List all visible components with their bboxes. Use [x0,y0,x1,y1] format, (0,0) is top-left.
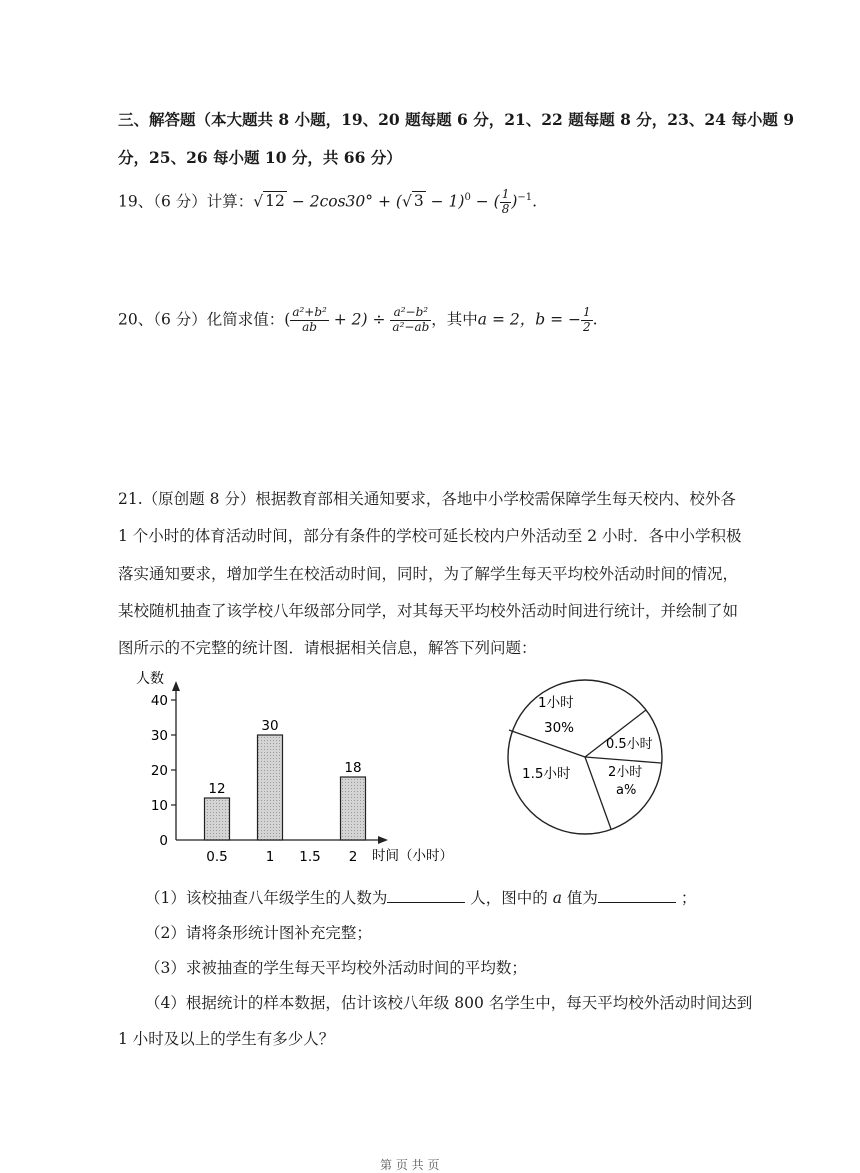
pie-divider-3 [585,757,661,763]
q20-f3-num: 1 [583,305,591,319]
q19-fraction [500,188,512,217]
y-tick-label: 40 [150,693,168,709]
q20-f2-den: a²−ab [392,319,430,334]
sub1-text-d: ； [675,889,697,907]
q19-radicand3: 3 [413,192,424,211]
y-tick-label: 0 [159,833,168,849]
q20-fraction-3 [581,306,593,335]
pie-slice-label-1-5h: 1.5小时 [522,766,571,782]
q20-f1-den: ab [302,319,317,334]
q19-part-c: − ( [470,192,500,211]
pie-chart [500,672,670,842]
x-tick-label: 2 [348,849,358,865]
pie-slice-label-2h: 2小时 [608,765,643,780]
bar-data-label: 30 [261,718,279,734]
q20-f1-num: a²+b² [292,305,327,319]
q19-exp-neg1: −1 [517,192,533,204]
q20-suffix: . [592,310,598,329]
sub1-text-a: （1）该校抽查八年级学生的人数为 [145,889,388,907]
y-tick-label: 30 [150,728,168,744]
q19-exp0: 0 [464,192,471,204]
sub-question-3: （3）求被抽查的学生每天平均校外活动时间的平均数； [145,959,527,977]
answer-blank-count[interactable] [387,888,465,903]
pie-slice-label-1h: 1小时 [538,695,574,711]
sub-question-4-line-1: （4）根据统计的样本数据，估计该校八年级 800 名学生中，每天平均校外活动时间达到 [145,994,753,1012]
q19-sqrt3-sign: √ [401,192,412,211]
sub1-variable: a [552,889,562,907]
q19-part-d: ) [511,192,518,211]
section-header-line1: 三、解答题（本大题共 8 小题，19、20 题每题 6 分，21、22 题每题 8 分，23、24 每小题 9 [118,110,795,129]
q20-part-b: ，其中 [431,310,478,329]
q19-suffix: . [532,192,538,211]
bar-chart [120,665,470,870]
sub-question-1 [145,886,696,908]
question-19 [118,188,537,217]
q20-part-a: + 2) ÷ [328,310,391,329]
bar-0.5 [205,798,230,840]
q21-line-3: 落实通知要求，增加学生在校活动时间，同时，为了解学生每天平均校外活动时间的情况， [118,565,739,583]
pie-slice-value-2h: a% [616,783,637,798]
q21-line-2: 1 个小时的体育活动时间，部分有条件的学校可延长校内户外活动至 2 小时．各中小学积极 [118,527,742,545]
bar-2 [341,777,366,840]
bar-data-label: 18 [344,760,362,776]
q19-part-a: − 2cos30° + ( [286,192,402,211]
sub1-text-c: 值为 [561,889,598,907]
q20-fraction-1 [290,306,329,335]
question-20 [118,306,598,335]
x-tick-label: 1.5 [299,849,321,865]
bar-1 [258,735,283,840]
y-tick-label: 10 [150,798,168,814]
q21-line-1: 21.（原创题 8 分）根据教育部相关通知要求，各地中小学校需保障学生每天校内、校外各 [118,490,736,508]
x-tick-label: 0.5 [206,849,228,865]
x-tick-label: 1 [265,849,275,865]
pie-slice-value-1h: 30% [544,720,575,736]
x-axis-arrow [378,836,388,844]
y-axis-arrow [172,681,180,691]
q19-frac-num: 1 [501,187,510,201]
page-footer: 第 页 共 页 [380,1158,440,1172]
q20-condition: a = 2，b = − [477,310,581,329]
q21-line-5: 图所示的不完整的统计图．请根据相关信息，解答下列问题： [118,639,537,657]
answer-blank-a[interactable] [598,888,676,903]
q20-f2-num: a²−b² [390,306,431,321]
q19-radicand: 12 [265,192,285,211]
sub-question-2: （2）请将条形统计图补充完整； [145,924,372,942]
y-tick-label: 20 [150,763,168,779]
pie-slice-label-0-5h: 0.5小时 [606,737,653,752]
bar-data-label: 12 [208,781,226,797]
sub-question-4-line-2: 1 小时及以上的学生有多少人？ [118,1030,335,1048]
q21-line-4: 某校随机抽查了该学校八年级部分同学，对其每天平均校外活动时间进行统计，并绘制了如 [118,602,739,620]
q20-f3-den: 2 [583,319,591,334]
q19-part-b: − 1) [425,192,465,211]
q19-sqrt-sign: √ [253,192,264,211]
x-axis-label: 时间（小时） [372,848,453,864]
q20-prefix: 20、（6 分）化简求值：( [118,310,291,329]
q20-fraction-2 [390,306,431,335]
q19-prefix: 19、（6 分）计算： [118,192,254,211]
section-header-line2: 分，25、26 每小题 10 分，共 66 分） [118,148,402,167]
q19-frac-den: 8 [501,201,510,216]
sub1-text-b: 人，图中的 [465,889,553,907]
y-axis-label: 人数 [136,671,164,687]
